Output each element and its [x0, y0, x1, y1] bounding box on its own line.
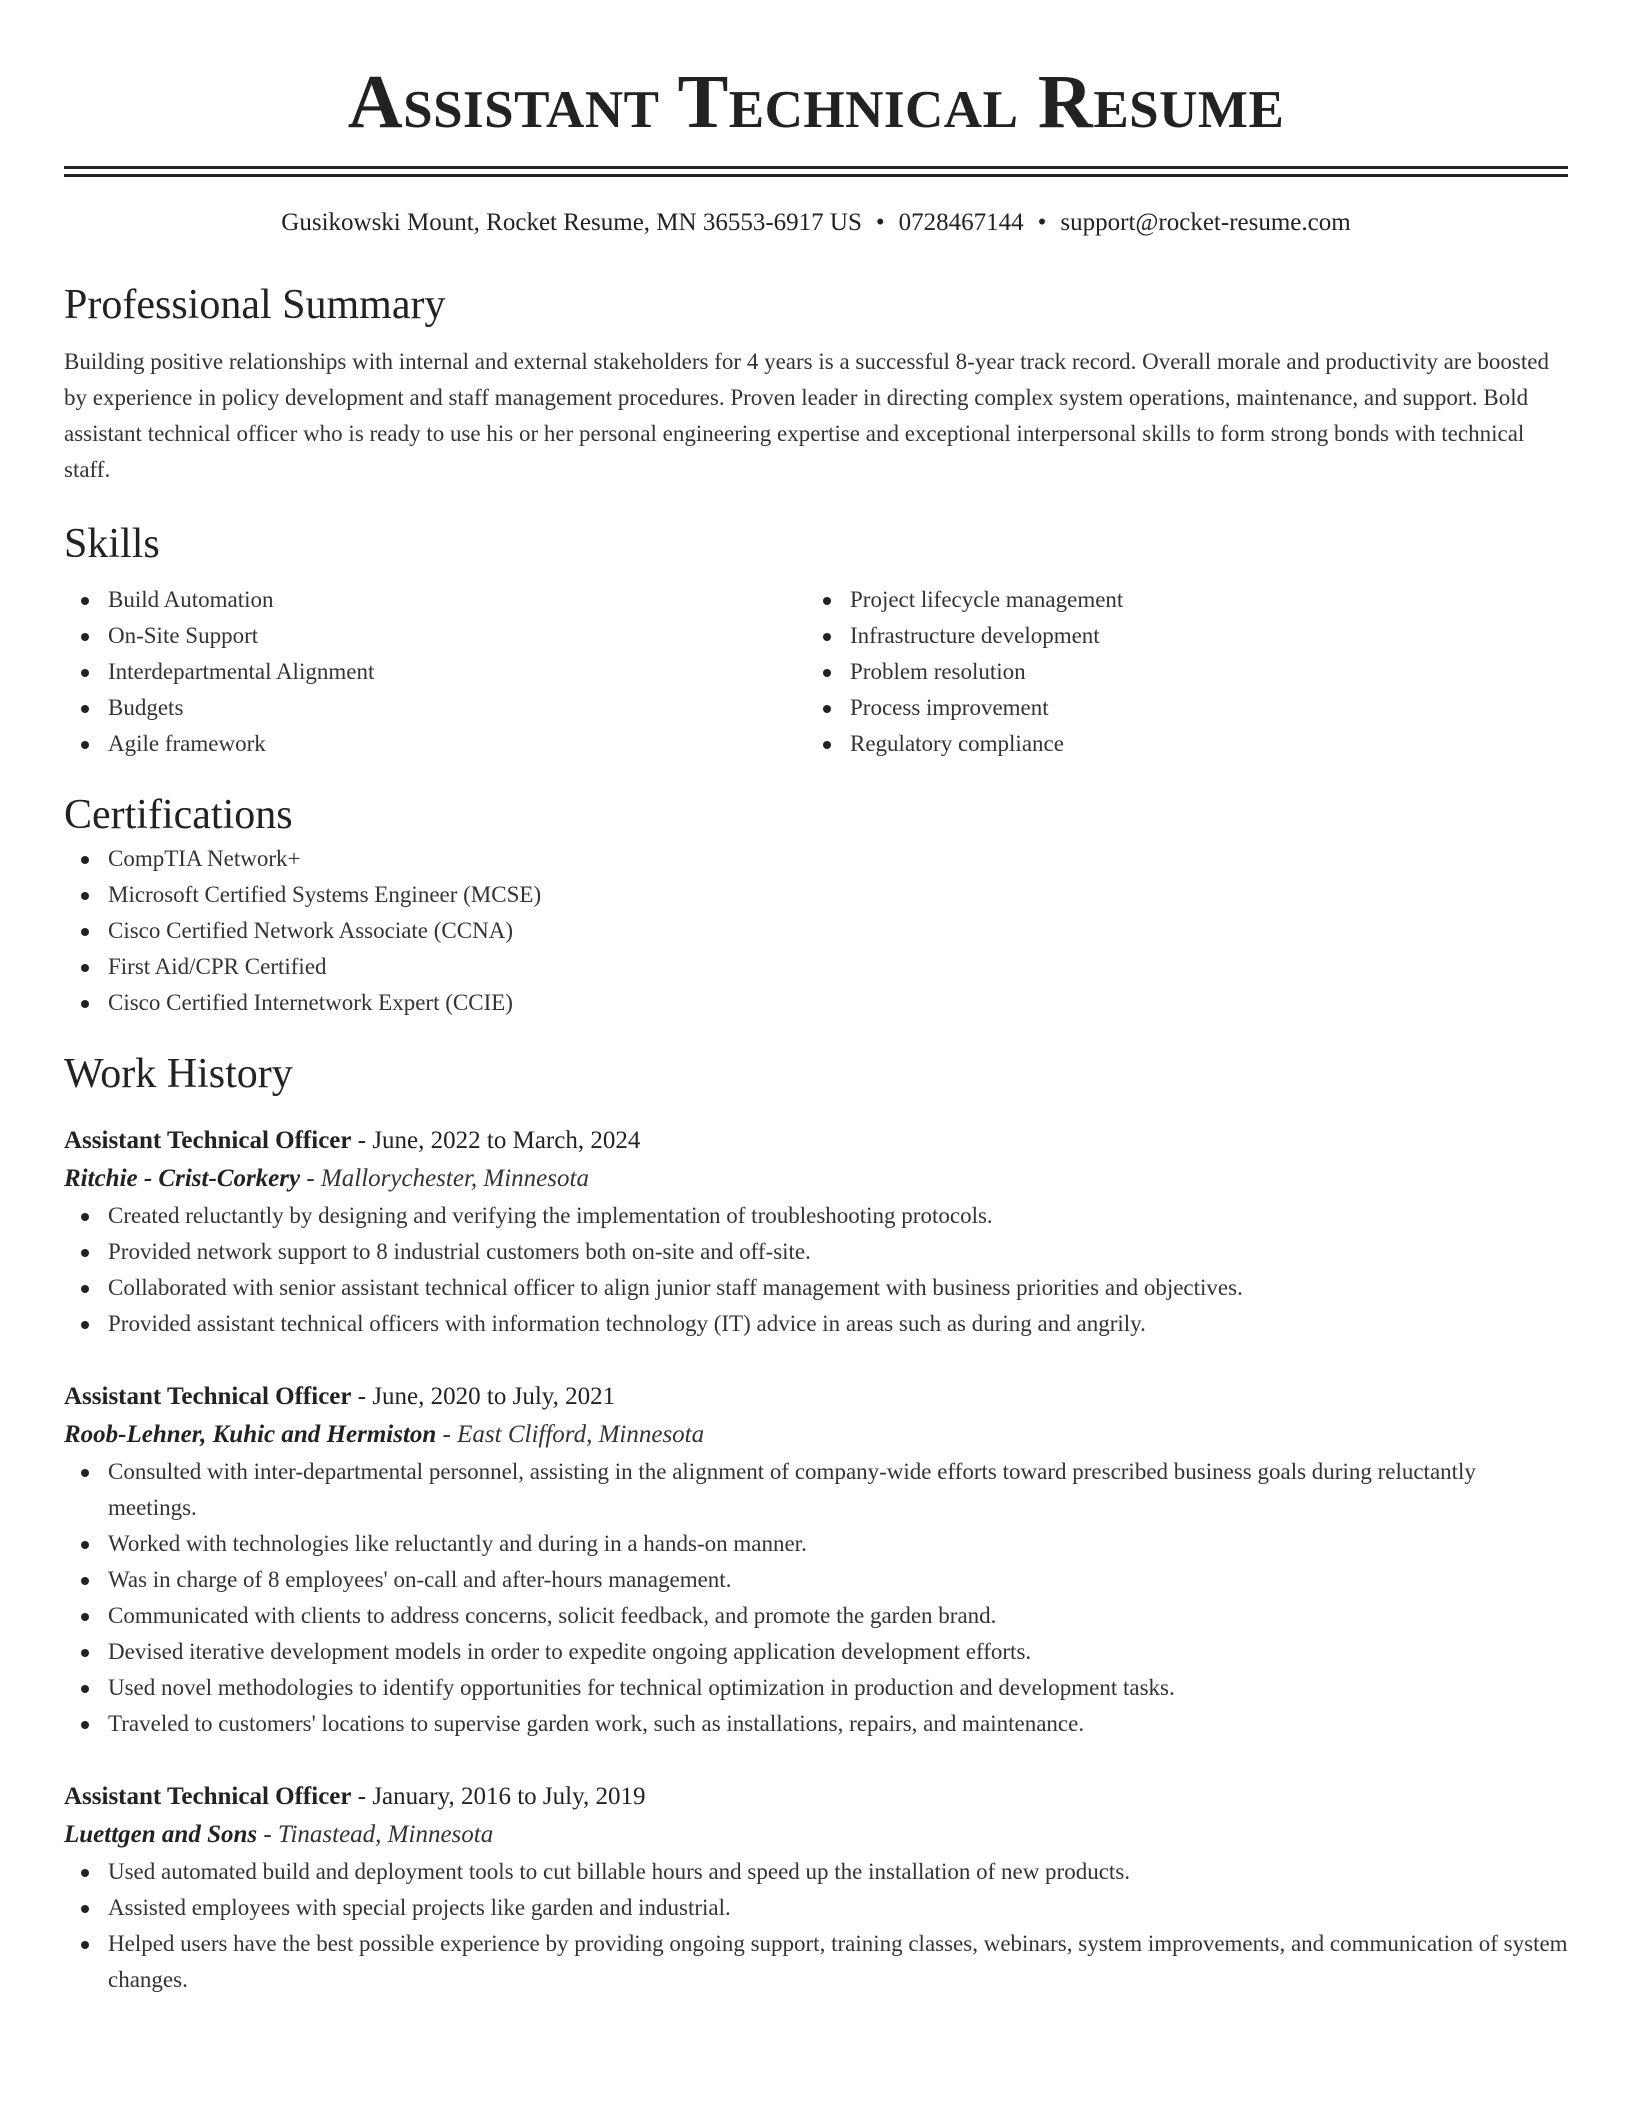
job-title: Assistant Technical Officer — [64, 1127, 352, 1154]
skill-label: Interdepartmental Alignment — [108, 659, 375, 684]
bullet-icon — [81, 741, 89, 749]
job-bullet-text: Used automated build and deployment tools to cut billable hours and speed up the installation of new products. — [108, 1859, 1131, 1884]
bullet-icon — [81, 1577, 89, 1585]
job-entry — [64, 1778, 1568, 1998]
contact-separator: • — [875, 209, 885, 236]
bullet-icon — [823, 669, 831, 677]
skill-label: Process improvement — [850, 695, 1049, 720]
job-title: Assistant Technical Officer — [64, 1383, 352, 1410]
skill-item — [806, 726, 1548, 762]
skill-label: Build Automation — [108, 587, 274, 612]
job-entry — [64, 1122, 1568, 1342]
bullet-icon — [81, 856, 89, 864]
skills-heading: Skills — [64, 521, 160, 567]
job-bullet-text: Devised iterative development models in order to expedite ongoing application development efforts. — [108, 1639, 1032, 1664]
job-bullet-text: Collaborated with senior assistant technical officer to align junior staff management with business priorities and objectives. — [108, 1275, 1243, 1300]
job-bullet-text: Traveled to customers' locations to supervise garden work, such as installations, repairs, and maintenance. — [108, 1711, 1085, 1736]
job-bullet — [64, 1454, 1568, 1526]
contact-email: support@rocket-resume.com — [1060, 209, 1351, 236]
bullet-icon — [823, 633, 831, 641]
job-bullet — [64, 1890, 1568, 1926]
job-bullet-text: Provided assistant technical officers with information technology (IT) advice in areas such as during and angrily. — [108, 1311, 1146, 1336]
certification-label: First Aid/CPR Certified — [108, 954, 327, 979]
certification-item — [64, 985, 1568, 1021]
bullet-icon — [81, 928, 89, 936]
job-bullet — [64, 1526, 1568, 1562]
job-company-line — [64, 1416, 1568, 1454]
job-bullet-text: Communicated with clients to address concerns, solicit feedback, and promote the garden brand. — [108, 1603, 997, 1628]
bullet-icon — [81, 1285, 89, 1293]
title-double-rule — [64, 166, 1568, 177]
bullet-icon — [823, 741, 831, 749]
job-bullet-list — [64, 1454, 1568, 1742]
skills-column-left — [64, 582, 806, 762]
certification-label: CompTIA Network+ — [108, 846, 301, 871]
job-bullet — [64, 1306, 1568, 1342]
summary-text: Building positive relationships with internal and external stakeholders for 4 years is a successful 8-year track record. Overall morale and productivity are boosted by experience in policy development and staff management procedures. Proven leader in directing complex system operations, maintenance, and support. Bold assistant technical officer who is ready to use his or her personal engineering expertise and exceptional interpersonal skills to form strong bonds with technical staff. — [64, 349, 1549, 482]
skill-label: Agile framework — [108, 731, 266, 756]
bullet-icon — [823, 705, 831, 713]
job-bullet — [64, 1670, 1568, 1706]
skill-label: Infrastructure development — [850, 623, 1100, 648]
job-entry — [64, 1378, 1568, 1742]
bullet-icon — [81, 633, 89, 641]
job-company-line — [64, 1816, 1568, 1854]
job-title-line — [64, 1378, 1568, 1416]
job-bullet — [64, 1234, 1568, 1270]
job-title: Assistant Technical Officer — [64, 1783, 352, 1810]
job-bullet-text: Used novel methodologies to identify opportunities for technical optimization in production and development tasks. — [108, 1675, 1175, 1700]
job-bullet-text: Consulted with inter-departmental personnel, assisting in the alignment of company-wide efforts toward prescribed business goals during reluctantly meetings. — [108, 1459, 1476, 1520]
work-history-heading: Work History — [64, 1051, 293, 1097]
resume-title: Assistant Technical Resume — [347, 60, 1285, 144]
bullet-icon — [81, 1869, 89, 1877]
certification-item — [64, 877, 1568, 913]
skill-label: Project lifecycle management — [850, 587, 1124, 612]
job-title-line — [64, 1122, 1568, 1160]
bullet-icon — [81, 964, 89, 972]
bullet-icon — [81, 1613, 89, 1621]
job-bullet-text: Helped users have the best possible experience by providing ongoing support, training classes, webinars, system improvements, and communication of system changes. — [108, 1931, 1568, 1992]
bullet-icon — [81, 597, 89, 605]
job-bullet-text: Worked with technologies like reluctantly and during in a hands-on manner. — [108, 1531, 807, 1556]
bullet-icon — [81, 1469, 89, 1477]
certification-item — [64, 913, 1568, 949]
contact-line — [64, 207, 1568, 239]
job-company: Luettgen and Sons — [64, 1821, 258, 1848]
certification-item — [64, 841, 1568, 877]
job-location: - East Clifford, Minnesota — [436, 1421, 705, 1448]
job-bullet — [64, 1562, 1568, 1598]
job-company: Roob-Lehner, Kuhic and Hermiston — [64, 1421, 437, 1448]
contact-phone: 0728467144 — [898, 209, 1024, 236]
skill-item — [806, 582, 1548, 618]
certification-label: Cisco Certified Network Associate (CCNA) — [108, 918, 513, 943]
skills-grid — [64, 582, 1568, 762]
skill-item — [806, 618, 1548, 654]
bullet-icon — [81, 892, 89, 900]
job-dates: - June, 2020 to July, 2021 — [351, 1383, 616, 1410]
certification-label: Cisco Certified Internetwork Expert (CCIE) — [108, 990, 513, 1015]
bullet-icon — [81, 669, 89, 677]
job-bullet — [64, 1634, 1568, 1670]
bullet-icon — [81, 1685, 89, 1693]
job-dates: - January, 2016 to July, 2019 — [351, 1783, 646, 1810]
bullet-icon — [81, 1721, 89, 1729]
bullet-icon — [81, 1905, 89, 1913]
job-bullet-list — [64, 1198, 1568, 1342]
job-company-line — [64, 1160, 1568, 1198]
job-company: Ritchie - Crist-Corkery — [64, 1165, 301, 1192]
skill-label: Regulatory compliance — [850, 731, 1064, 756]
bullet-icon — [81, 1941, 89, 1949]
bullet-icon — [823, 597, 831, 605]
skill-item — [64, 654, 806, 690]
job-bullet — [64, 1198, 1568, 1234]
job-bullet-list — [64, 1854, 1568, 1998]
job-bullet — [64, 1926, 1568, 1998]
job-bullet — [64, 1706, 1568, 1742]
skill-item — [64, 582, 806, 618]
certification-label: Microsoft Certified Systems Engineer (MCSE) — [108, 882, 542, 907]
bullet-icon — [81, 1000, 89, 1008]
bullet-icon — [81, 1649, 89, 1657]
resume-page — [64, 0, 1568, 1998]
skills-column-right — [806, 582, 1548, 762]
job-bullet — [64, 1854, 1568, 1890]
job-location: - Mallorychester, Minnesota — [300, 1165, 589, 1192]
skill-label: Budgets — [108, 695, 184, 720]
certifications-list — [64, 841, 1568, 1021]
skill-item — [806, 654, 1548, 690]
job-title-line — [64, 1778, 1568, 1816]
skills-list-right — [806, 582, 1548, 762]
contact-separator: • — [1037, 209, 1047, 236]
bullet-icon — [81, 1541, 89, 1549]
summary-heading: Professional Summary — [64, 282, 446, 328]
contact-address: Gusikowski Mount, Rocket Resume, MN 36553-6917 US — [281, 209, 862, 236]
job-bullet-text: Provided network support to 8 industrial customers both on-site and off-site. — [108, 1239, 811, 1264]
job-bullet-text: Created reluctantly by designing and verifying the implementation of troubleshooting protocols. — [108, 1203, 993, 1228]
job-bullet-text: Was in charge of 8 employees' on-call and after-hours management. — [108, 1567, 732, 1592]
job-dates: - June, 2022 to March, 2024 — [351, 1127, 641, 1154]
bullet-icon — [81, 1321, 89, 1329]
skill-item — [64, 726, 806, 762]
bullet-icon — [81, 1249, 89, 1257]
certifications-heading: Certifications — [64, 792, 293, 838]
job-location: - Tinastead, Minnesota — [257, 1821, 494, 1848]
skill-item — [64, 618, 806, 654]
job-bullet — [64, 1598, 1568, 1634]
skill-item — [64, 690, 806, 726]
skill-label: Problem resolution — [850, 659, 1026, 684]
certification-item — [64, 949, 1568, 985]
bullet-icon — [81, 1213, 89, 1221]
skills-list-left — [64, 582, 806, 762]
job-bullet — [64, 1270, 1568, 1306]
skill-label: On-Site Support — [108, 623, 259, 648]
bullet-icon — [81, 705, 89, 713]
job-bullet-text: Assisted employees with special projects like garden and industrial. — [108, 1895, 731, 1920]
skill-item — [806, 690, 1548, 726]
